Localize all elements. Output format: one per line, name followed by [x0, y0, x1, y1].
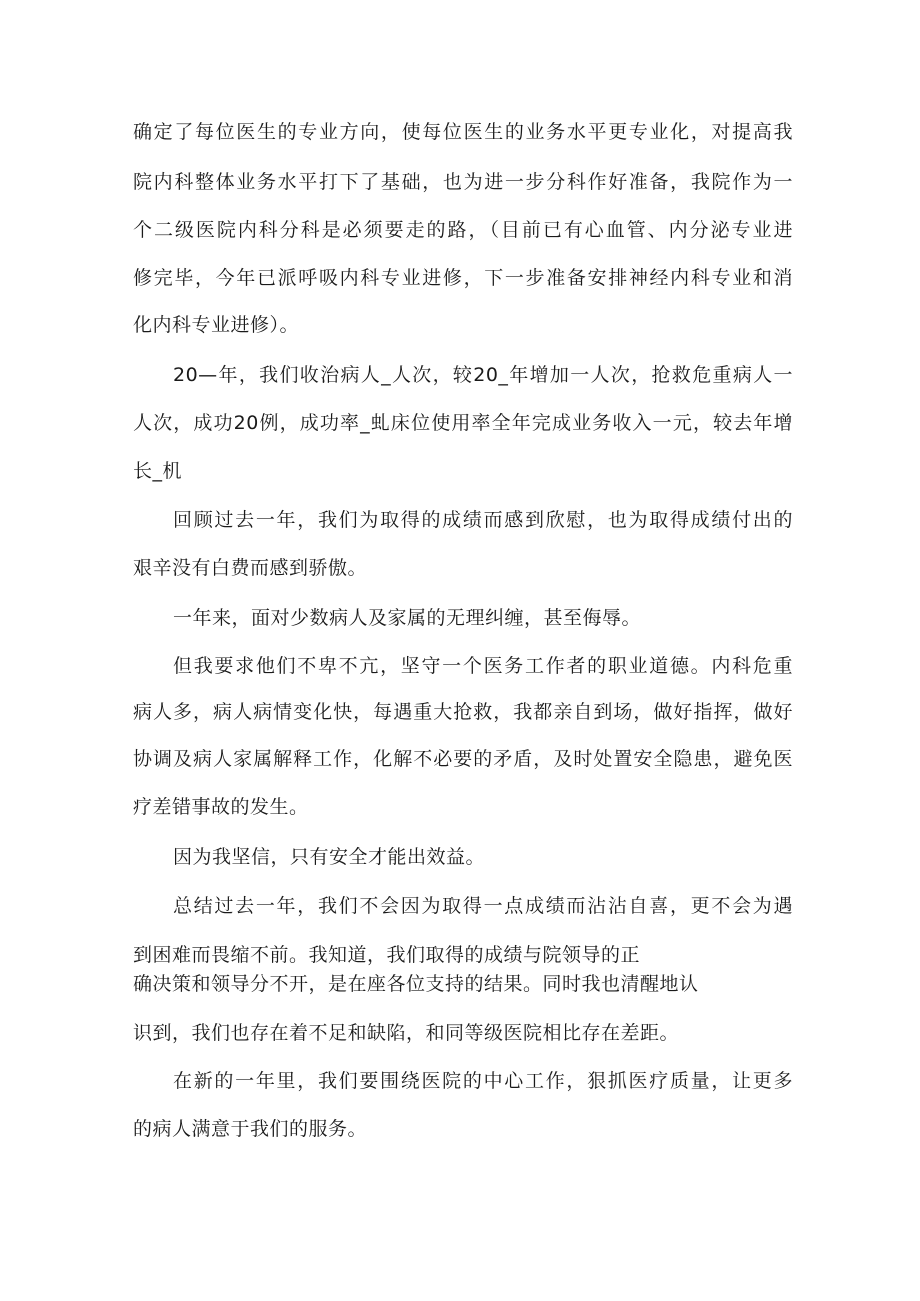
text-line: 病人多，病人病情变化快，每遇重大抢救，我都亲自到场，做好指挥，做好	[133, 701, 793, 723]
text-line: 识到，我们也存在着不足和缺陷，和同等级医院相比存在差距。	[133, 1022, 680, 1044]
text-line: 在新的一年里，我们要围绕医院的中心工作，狠抓医疗质量，让更多	[173, 1070, 793, 1092]
text-line: 艰辛没有白费而感到骄傲。	[133, 557, 368, 579]
text-line: 因为我坚信，只有安全才能出效益。	[173, 846, 486, 868]
text-line: 协调及病人家属解释工作，化解不必要的矛盾，及时处置安全隐患，避免医	[133, 748, 793, 770]
text-line: 的病人满意于我们的服务。	[133, 1118, 368, 1140]
text-line: 20—年，我们收治病人_人次，较20_年增加一人次，抢救危重病人一	[173, 364, 793, 386]
text-line: 确定了每位医生的专业方向，使每位医生的业务水平更专业化，对提高我	[133, 121, 793, 143]
text-line: 人次，成功20例，成功率_虬床位使用率全年完成业务收入一元，较去年增	[133, 412, 793, 434]
text-line: 但我要求他们不卑不亢，坚守一个医务工作者的职业道德。内科危重	[173, 655, 793, 677]
text-line: 回顾过去一年，我们为取得的成绩而感到欣慰，也为取得成绩付出的	[173, 509, 793, 531]
text-line: 总结过去一年，我们不会因为取得一点成绩而沾沾自喜，更不会为遇	[173, 895, 793, 917]
text-line: 一年来，面对少数病人及家属的无理纠缠，甚至侮辱。	[173, 607, 642, 629]
text-line: 到困难而畏缩不前。我知道，我们取得的成绩与院领导的正	[133, 944, 641, 966]
text-line: 确决策和领导分不开，是在座各位支持的结果。同时我也清醒地认	[133, 973, 699, 995]
text-line: 个二级医院内科分科是必须要走的路，（目前已有心血管、内分泌专业进	[133, 219, 793, 241]
text-line: 长_机	[133, 460, 183, 482]
text-line: 化内科专业进修）。	[133, 314, 300, 336]
text-line: 疗差错事故的发生。	[133, 796, 309, 818]
text-line: 修完毕，今年已派呼吸内科专业进修，下一步准备安排神经内科专业和消	[133, 267, 793, 289]
text-line: 院内科整体业务水平打下了基础，也为进一步分科作好准备，我院作为一	[133, 171, 793, 193]
